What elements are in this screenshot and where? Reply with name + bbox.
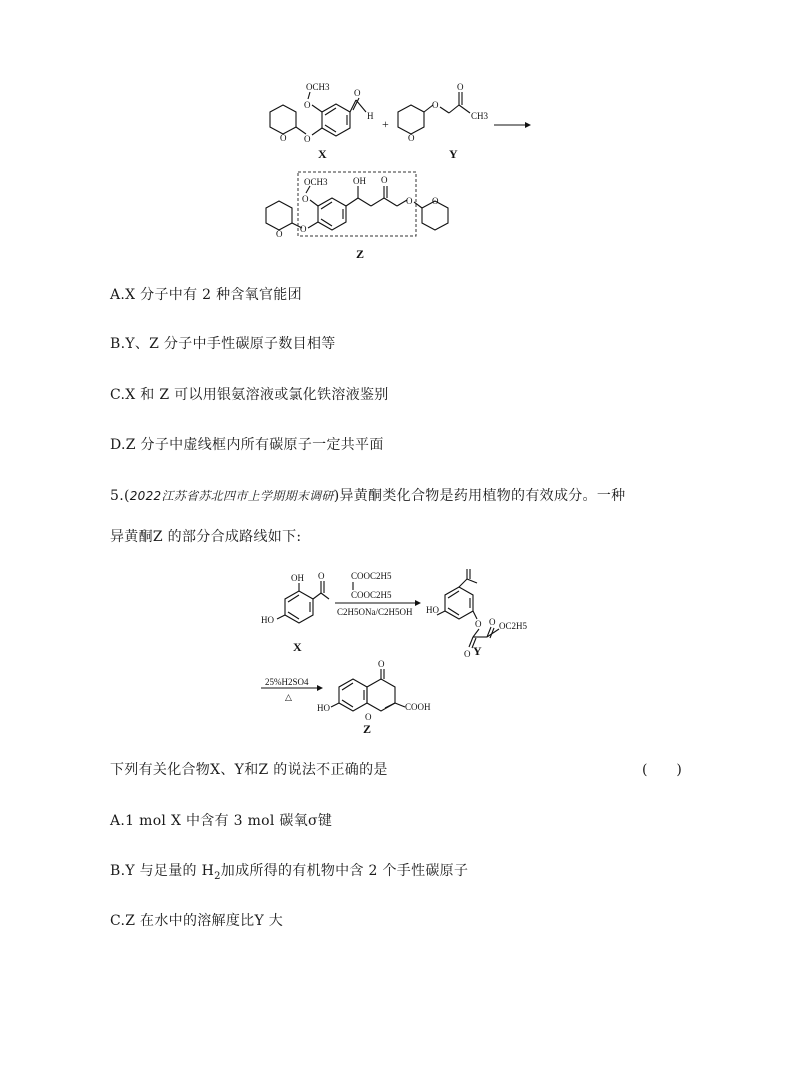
- svg-text:O: O: [432, 196, 439, 206]
- svg-text:O: O: [276, 229, 283, 239]
- z2-fused-rings: [339, 679, 395, 711]
- z-right-thp-ring: [422, 196, 448, 230]
- z-benzene-ring: [318, 198, 346, 230]
- plus-sign: +: [382, 117, 389, 131]
- atom-o: O: [280, 133, 287, 143]
- svg-text:HO: HO: [261, 615, 274, 625]
- y2-benzene-ring: [445, 587, 473, 619]
- svg-text:O: O: [406, 196, 413, 206]
- q5-option-b-pre: B.Y 与足量的 H: [110, 863, 215, 879]
- svg-text:O: O: [318, 571, 325, 581]
- svg-text:O: O: [300, 224, 307, 234]
- q5-option-b: [110, 860, 468, 882]
- x-thp-ring: [270, 105, 296, 143]
- label-x2: X: [293, 640, 302, 654]
- reaction-scheme-2: [255, 565, 555, 735]
- svg-text:O: O: [365, 712, 372, 722]
- atom-oh: OH: [353, 176, 366, 186]
- svg-text:OC2H5: OC2H5: [499, 621, 528, 631]
- svg-text:COOH: COOH: [405, 702, 431, 712]
- svg-text:O: O: [381, 175, 388, 185]
- atom-h: H: [367, 111, 374, 121]
- q5-intro-rest: )异黄酮类化合物是药用植物的有效成分。一种: [333, 488, 626, 504]
- label-x: X: [318, 147, 327, 161]
- reaction-scheme-1: [250, 80, 550, 265]
- q4-option-d: D.Z 分子中虚线框内所有碳原子一定共平面: [110, 437, 384, 453]
- reagent-1-bottom: C2H5ONa/C2H5OH: [337, 607, 413, 617]
- svg-text:O: O: [475, 619, 482, 629]
- svg-text:O: O: [432, 100, 439, 110]
- q5-option-b-sub: 2: [214, 870, 221, 882]
- q5-option-c: C.Z 在水中的溶解度比Y 大: [110, 913, 284, 929]
- q5-option-b-post: 加成所得的有机物中含 2 个手性碳原子: [220, 863, 469, 879]
- reagent-2-bottom: △: [285, 692, 292, 702]
- svg-text:O: O: [304, 134, 311, 144]
- svg-text:O: O: [354, 88, 361, 98]
- q5-intro-line2: 异黄酮Z 的部分合成路线如下:: [110, 529, 302, 545]
- reagent-1-top2: COOC2H5: [351, 590, 392, 600]
- x-benzene-ring: [322, 104, 350, 136]
- svg-text:O: O: [457, 82, 464, 92]
- z-left-thp-ring: [266, 201, 292, 239]
- svg-text:O: O: [408, 133, 415, 143]
- q4-option-a: A.X 分子中有 2 种含氧官能团: [110, 287, 302, 303]
- label-z2: Z: [363, 722, 372, 735]
- svg-text:OH: OH: [291, 573, 304, 583]
- q5-intro-line1: [110, 485, 625, 505]
- label-y: Y: [449, 147, 458, 161]
- atom-och3: OCH3: [306, 82, 330, 92]
- y-thp-ring: [398, 105, 424, 143]
- label-z: Z: [356, 247, 365, 261]
- q5-option-a: A.1 mol X 中含有 3 mol 碳氧σ键: [110, 813, 333, 829]
- reagent-1-top1: COOC2H5: [351, 571, 392, 581]
- svg-text:HO: HO: [317, 703, 330, 713]
- answer-paren: ( ): [642, 762, 683, 778]
- label-y2: Y: [473, 644, 482, 658]
- svg-text:OCH3: OCH3: [304, 177, 328, 187]
- svg-text:O: O: [464, 649, 471, 659]
- svg-text:O: O: [378, 659, 385, 669]
- svg-text:O: O: [302, 194, 309, 204]
- x2-benzene-ring: [285, 591, 313, 623]
- svg-text:O: O: [489, 617, 496, 627]
- atom-ch3: CH3: [471, 111, 489, 121]
- q5-question: 下列有关化合物X、Y和Z 的说法不正确的是: [110, 762, 388, 778]
- q4-option-c: C.X 和 Z 可以用银氨溶液或氯化铁溶液鉴别: [110, 387, 389, 403]
- q5-number: 5.(: [110, 488, 130, 504]
- q5-source: 2022江苏省苏北四市上学期期末调研: [129, 489, 334, 503]
- svg-text:HO: HO: [426, 605, 439, 615]
- svg-text:O: O: [304, 100, 311, 110]
- q4-option-b: B.Y、Z 分子中手性碳原子数目相等: [110, 336, 336, 352]
- reagent-2-top: 25%H2SO4: [265, 677, 309, 687]
